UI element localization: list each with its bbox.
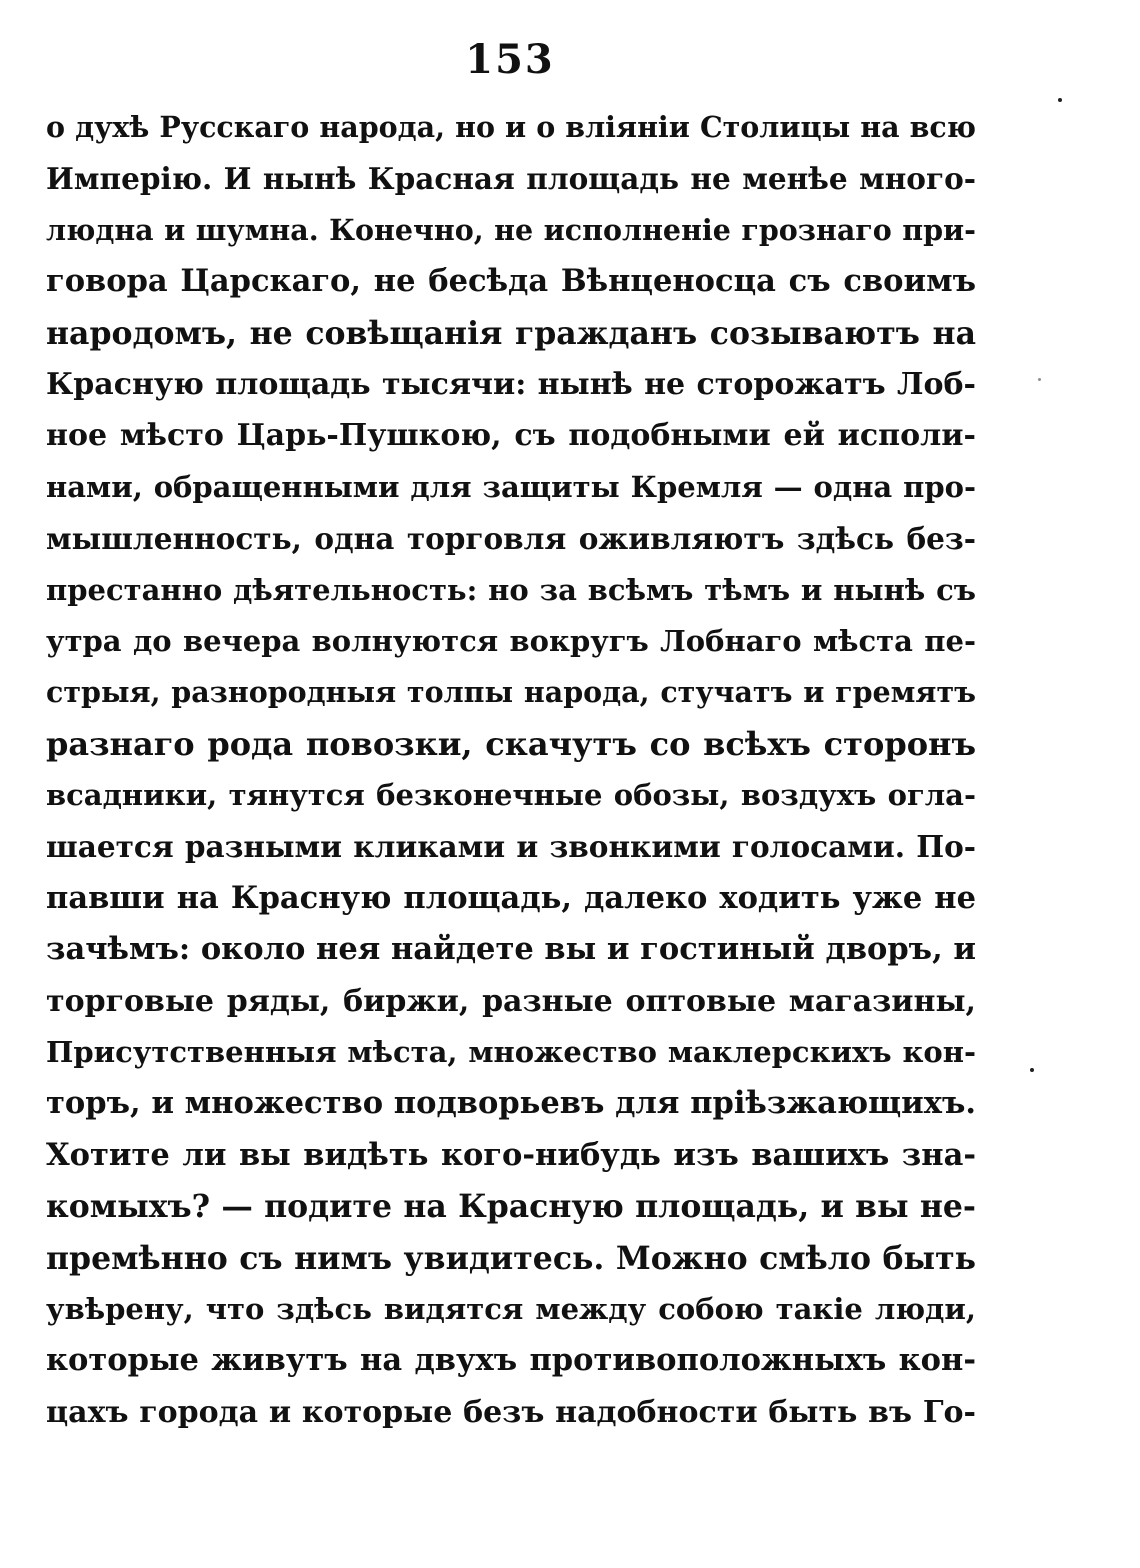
body-text: [46, 102, 976, 1438]
text-line: народомъ, не совѣщанія гражданъ созываютъ на: [46, 314, 976, 352]
scan-speck: [1058, 98, 1062, 102]
text-line: которые живутъ на двухъ противоположныхъ кон-: [46, 1342, 976, 1379]
scan-speck: [1030, 1068, 1034, 1072]
text-line: Хотите ли вы видѣть кого-нибудь изъ вашихъ зна-: [46, 1136, 976, 1173]
text-line: престанно дѣятельность: но за всѣмъ тѣмъ и нынѣ съ: [46, 572, 976, 607]
scan-speck: [1038, 378, 1041, 381]
text-line: людна и шумна. Конечно, не исполненіе грознаго при-: [46, 212, 976, 247]
text-line: торъ, и множество подворьевъ для пріѣзжающихъ.: [46, 1085, 976, 1122]
text-line: стрыя, разнородныя толпы народа, стучатъ и гремятъ: [46, 675, 976, 710]
text-line: ное мѣсто Царь-Пушкою, съ подобными ей исполи-: [46, 418, 976, 454]
text-line: шается разными кликами и звонкими голосами. По-: [46, 829, 976, 865]
text-line: всадники, тянутся безконечные обозы, воздухъ огла-: [46, 778, 976, 813]
text-line: мышленность, одна торговля оживляютъ здѣсь без-: [46, 521, 976, 557]
text-line: нами, обращенными для защиты Кремля — одна про-: [46, 469, 976, 504]
text-line: комыхъ? — подите на Красную площадь, и вы не-: [46, 1188, 976, 1226]
text-line: цахъ города и которые безъ надобности быть въ Го-: [46, 1394, 976, 1430]
text-line: говора Царскаго, не бесѣда Вѣнценосца съ своимъ: [46, 263, 976, 300]
text-line: премѣнно съ нимъ увидитесь. Можно смѣло быть: [46, 1239, 976, 1277]
text-line: Имперію. И нынѣ Красная площадь не менѣе много-: [46, 161, 976, 197]
text-line: о духѣ Русскаго народа, но и о вліяніи Столицы на всю: [46, 110, 976, 144]
page-number: 153: [465, 36, 555, 83]
text-line: зачѣмъ: около нея найдете вы и гостиный дворъ, и: [46, 931, 976, 968]
text-line: разнаго рода повозки, скачутъ со всѣхъ сторонъ: [46, 724, 976, 763]
text-line: Присутственныя мѣста, множество маклерскихъ кон-: [46, 1035, 976, 1070]
text-line: Красную площадь тысячи: нынѣ не сторожатъ Лоб-: [46, 366, 976, 402]
text-line: павши на Красную площадь, далеко ходить уже не: [46, 879, 976, 916]
text-line: утра до вечера волнуются вокругъ Лобнаго мѣста пе-: [46, 623, 976, 658]
text-line: увѣрену, что здѣсь видятся между собою такіе люди,: [46, 1291, 976, 1326]
text-line: торговые ряды, биржи, разные оптовые магазины,: [46, 983, 976, 1019]
